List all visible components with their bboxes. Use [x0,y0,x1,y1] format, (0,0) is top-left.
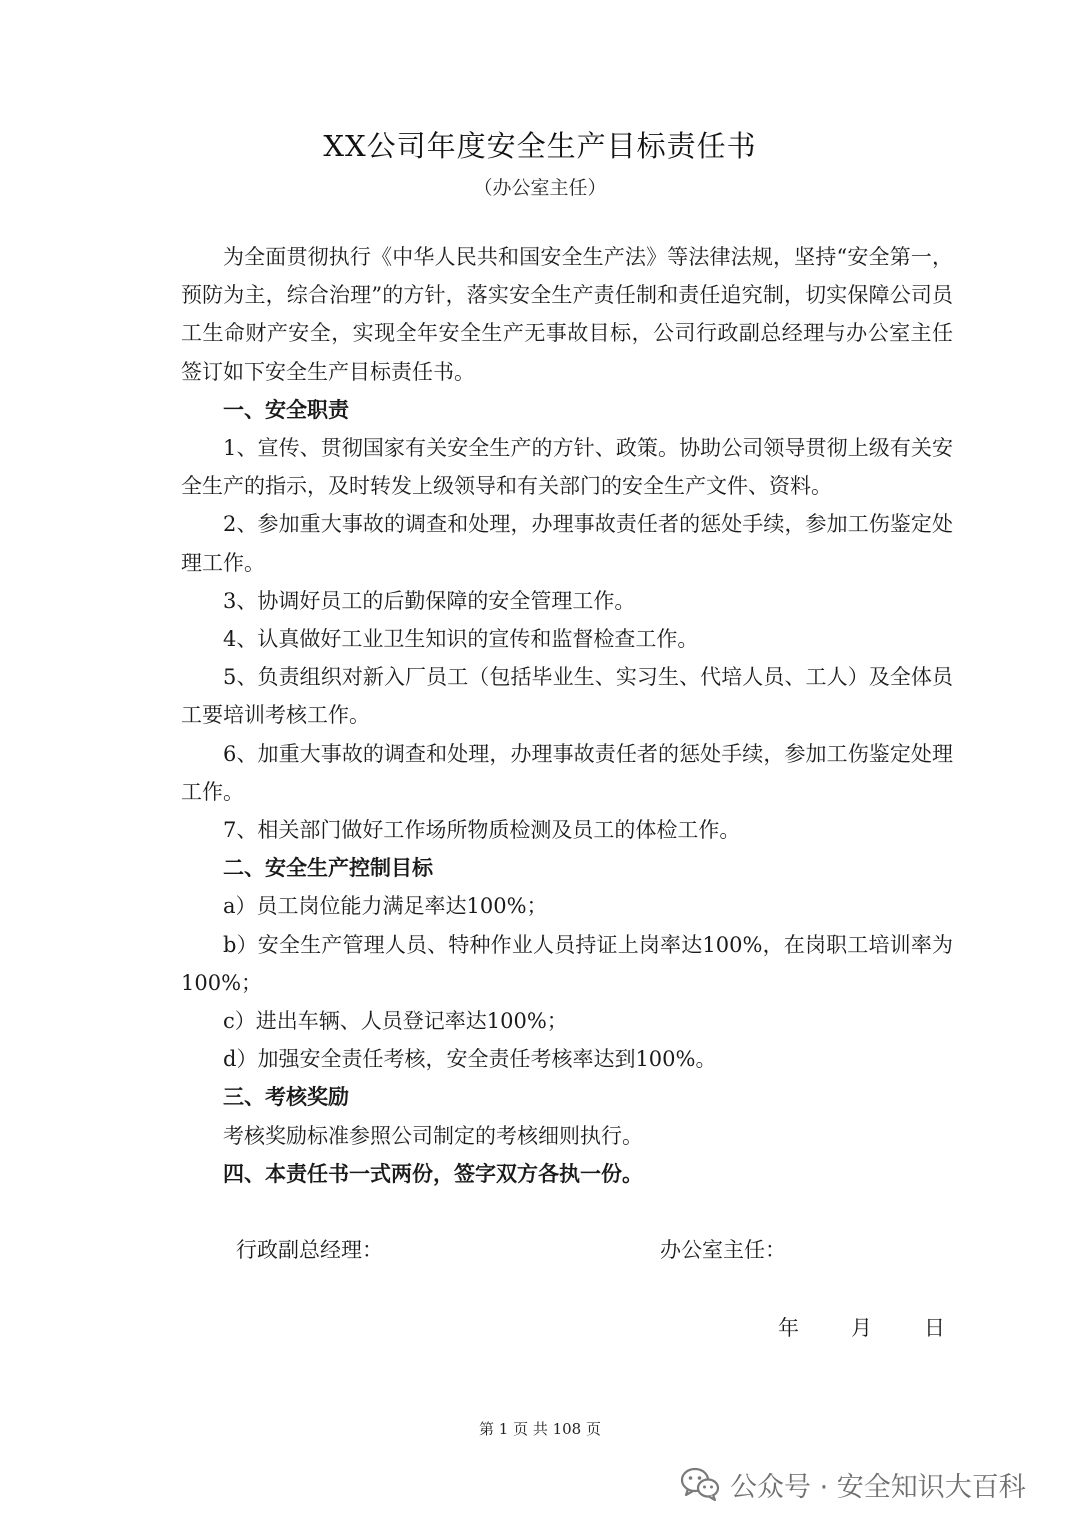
paragraph: 6、加重大事故的调查和处理，办理事故责任者的惩处手续，参加工伤鉴定处理工作。 [181,741,953,804]
paragraph: 为全面贯彻执行《中华人民共和国安全生产法》等法律法规，坚持“安全第一，预防为主，综合治理”的方针，落实安全生产责任制和责任追究制，切实保障公司员工生命财产安全，实现全年安全生产无事故目标，公司行政副总经理与办公室主任签订如下安全生产目标责任书。 [181,245,953,384]
paragraph: 7、相关部门做好工作场所物质检测及员工的体检工作。 [223,818,741,843]
paragraph: 考核奖励标准参照公司制定的考核细则执行。 [223,1123,643,1148]
document-body [181,238,953,1193]
watermark [680,1460,1026,1508]
page-footer: 第 1 页 共 108 页 [478,1420,601,1438]
paragraph: d）加强安全责任考核，安全责任考核率达到100%。 [223,1047,717,1072]
section-heading: 三、考核奖励 [223,1084,349,1110]
date-year-label: 年 [778,1316,799,1340]
date-month-label: 月 [851,1316,872,1340]
section-heading: 一、安全职责 [223,396,349,422]
date-line [778,1312,945,1342]
paragraph: 2、参加重大事故的调查和处理，办理事故责任者的惩处手续，参加工伤鉴定处理工作。 [181,512,953,575]
date-day-label: 日 [924,1316,945,1340]
paragraph: c）进出车辆、人员登记率达100%； [223,1009,568,1034]
wechat-icon [680,1466,720,1502]
signature-left-label: 行政副总经理： [236,1238,383,1262]
watermark-text: 公众号 · 安全知识大百科 [730,1471,1026,1503]
paragraph: a）员工岗位能力满足率达100%； [223,894,548,919]
signature-right-label: 办公室主任： [660,1238,786,1262]
document-subtitle: （办公室主任） [473,177,607,199]
paragraph: 4、认真做好工业卫生知识的宣传和监督检查工作。 [223,627,699,652]
paragraph: b）安全生产管理人员、特种作业人员持证上岗率达100%，在岗职工培训率为100%； [181,932,953,995]
paragraph: 3、协调好员工的后勤保障的安全管理工作。 [223,588,636,613]
section-heading: 二、安全生产控制目标 [223,855,433,881]
document-title: XX公司年度安全生产目标责任书 [323,129,757,163]
paragraph: 1、宣传、贯彻国家有关安全生产的方针、政策。协助公司领导贯彻上级有关安全生产的指示，及时转发上级领导和有关部门的安全生产文件、资料。 [181,436,953,499]
section-heading: 四、本责任书一式两份，签字双方各执一份。 [223,1160,643,1186]
paragraph: 5、负责组织对新入厂员工（包括毕业生、实习生、代培人员、工人）及全体员工要培训考核工作。 [181,665,953,728]
